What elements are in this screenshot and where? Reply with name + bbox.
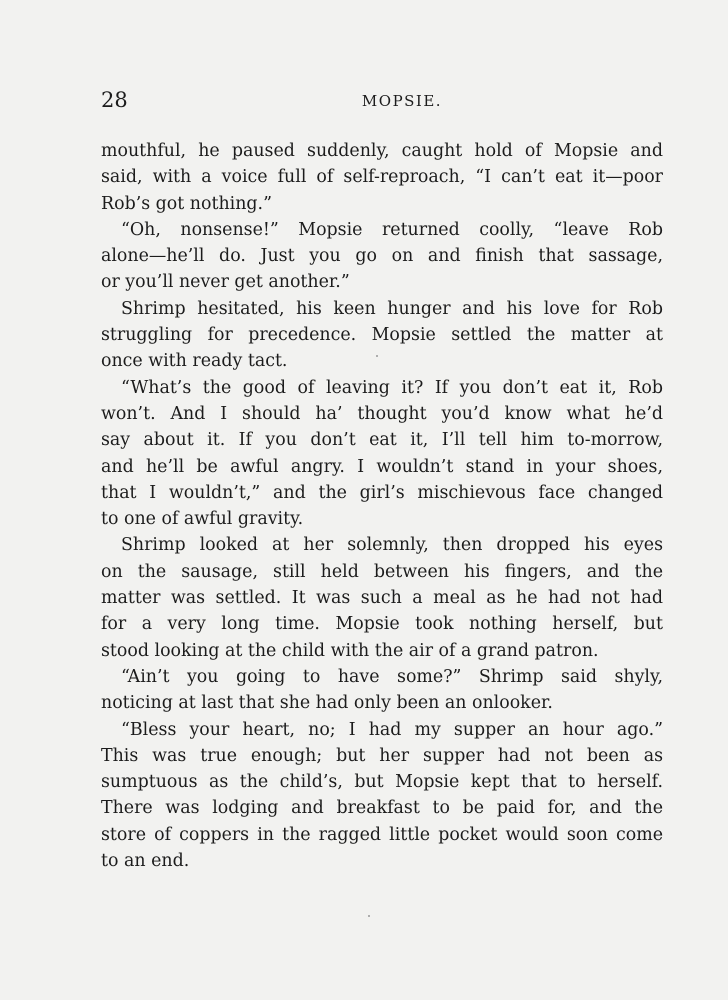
text-line: mouthful, he paused suddenly, caught hold of Mopsie and [101,141,663,161]
paragraph [101,664,663,717]
text-line: This was true enough; but her supper had not been as [101,745,663,766]
paragraph [101,296,663,375]
paper-speck [376,355,378,357]
text-line: alone—he’ll do. Just you go on and finish that sassage, [101,246,663,267]
text-line: stood looking at the child with the air of a grand patron. [101,640,599,661]
paragraph [101,717,663,875]
text-line: “What’s the good of leaving it? If you don’t eat it, Rob [121,377,663,398]
paragraph [101,375,663,533]
text-line: There was lodging and breakfast to be paid for, and the [101,798,663,819]
text-line: said, with a voice full of self-reproach, “I can’t eat it—poor [101,167,663,188]
running-head [101,86,663,114]
page-number: 28 [101,88,128,112]
paragraph [101,217,663,296]
text-line: or you’ll never get another.” [101,272,350,293]
text-line: to one of awful gravity. [101,509,304,530]
text-line: matter was settled. It was such a meal as he had not had [101,588,663,609]
body-text [101,138,663,874]
text-line: struggling for precedence. Mopsie settled the matter at [101,325,663,346]
running-title: MOPSIE. [361,92,443,110]
text-line: Rob’s got nothing.” [101,193,272,214]
text-line: “Bless your heart, no; I had my supper an hour ago.” [121,719,663,740]
text-line: “Oh, nonsense!” Mopsie returned coolly, “leave Rob [121,219,663,240]
paragraph [101,138,663,217]
text-line: noticing at last that she had only been an onlooker. [101,693,553,714]
text-line: Shrimp looked at her solemnly, then dropped his eyes [121,535,663,556]
text-line: on the sausage, still held between his fingers, and the [101,561,663,582]
text-line: sumptuous as the child’s, but Mopsie kept that to herself. [101,772,663,793]
text-line: to an end. [101,851,190,872]
text-line: and he’ll be awful angry. I wouldn’t stand in your shoes, [101,456,663,477]
text-line: won’t. And I should ha’ thought you’d know what he’d [101,403,663,424]
text-line: Shrimp hesitated, his keen hunger and his love for Rob [121,298,663,319]
text-line: say about it. If you don’t eat it, I’ll tell him to-morrow, [101,430,663,451]
text-line: “Ain’t you going to have some?” Shrimp said shyly, [121,666,663,687]
text-line: that I wouldn’t,” and the girl’s mischievous face changed [101,482,663,503]
paragraph [101,532,663,663]
text-line: store of coppers in the ragged little pocket would soon come [101,824,663,845]
paper-speck [368,915,370,917]
text-line: once with ready tact. [101,351,288,372]
text-line: for a very long time. Mopsie took nothing herself, but [101,614,663,635]
